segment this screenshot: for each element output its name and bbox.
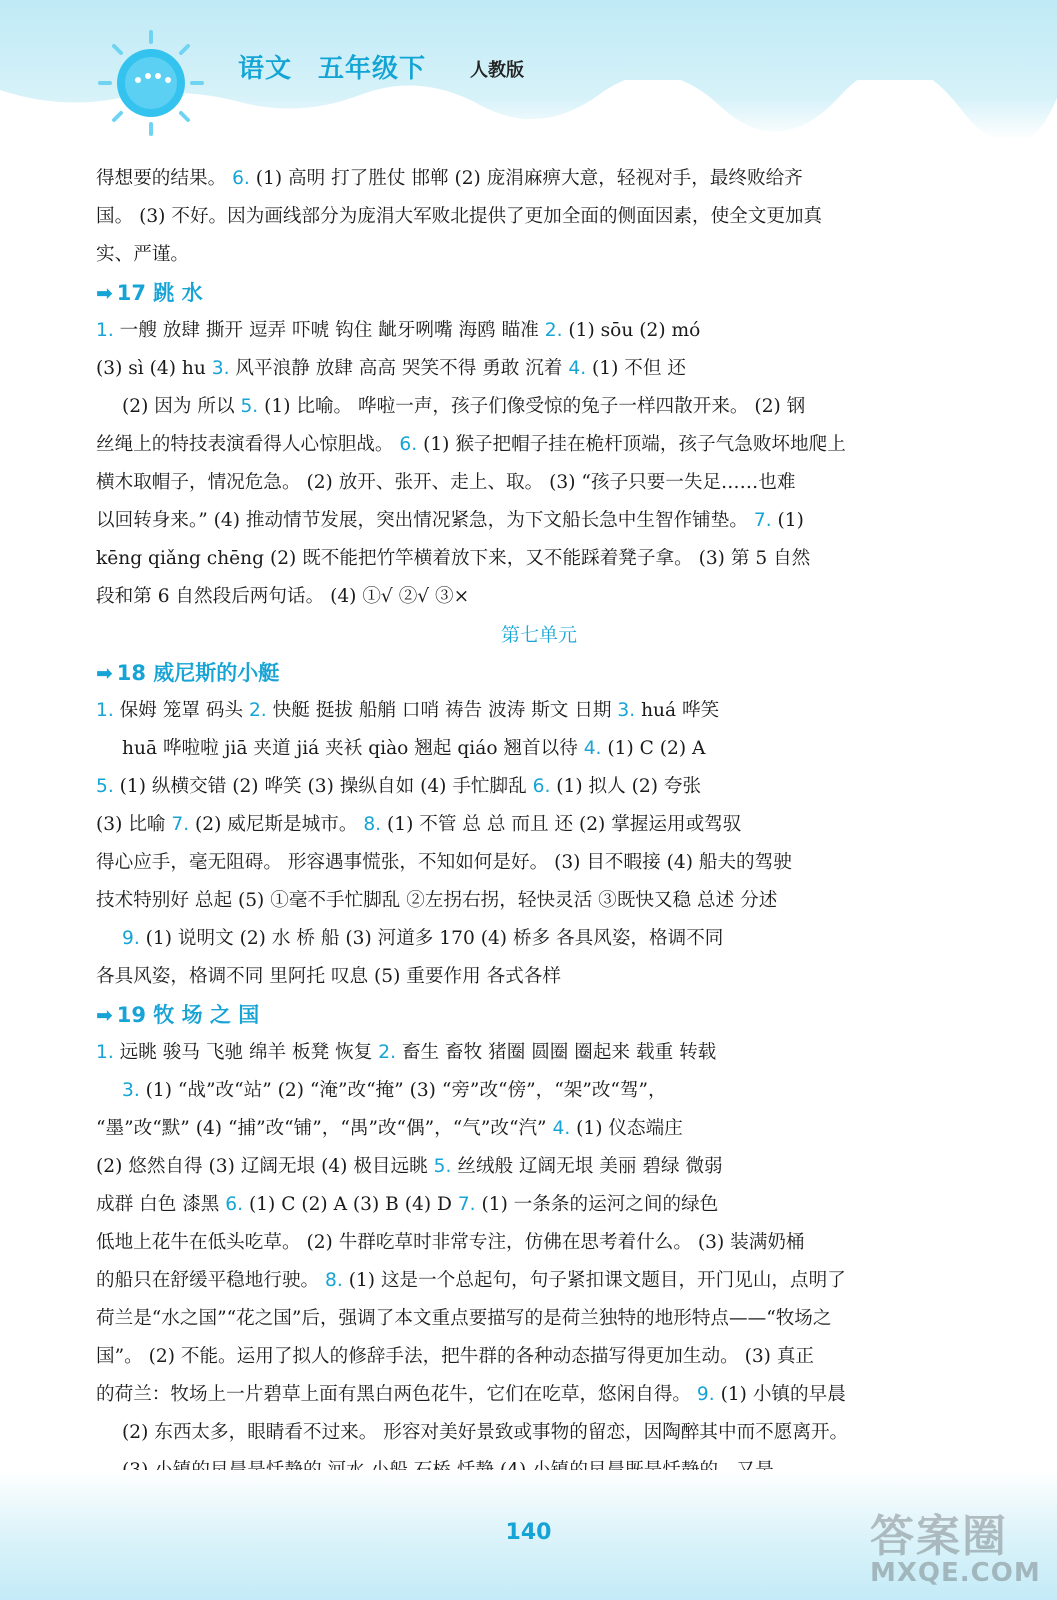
- answer-line: [96, 920, 982, 958]
- answer-text: 各具风姿，格调不同 里阿托 叹息 (5) 重要作用 各式各样: [96, 966, 561, 987]
- question-number: 7.: [457, 1194, 476, 1215]
- answer-text: (1) 小镇的早晨: [714, 1384, 846, 1405]
- question-number: 6.: [225, 1194, 244, 1215]
- answer-text: (1) 说明文 (2) 水 桥 船 (3) 河道多 170 (4) 桥多 各具风姿，格调不同: [139, 928, 724, 949]
- answer-text: 段和第 6 自然段后两句话。 (4) ①√ ②√ ③×: [96, 586, 470, 607]
- question-number: 4.: [568, 358, 587, 379]
- answer-text: 的荷兰：牧场上一片碧草上面有黑白两色花牛，它们在吃草，悠闲自得。: [96, 1384, 697, 1405]
- lesson-title: 19 牧 场 之 国: [116, 1003, 260, 1027]
- question-number: 8.: [325, 1270, 343, 1291]
- question-number: 7.: [171, 814, 190, 835]
- answer-text: (1) 不但 还: [586, 358, 686, 379]
- answer-line: [96, 578, 982, 616]
- lesson-title: 17 跳 水: [116, 281, 203, 305]
- question-number: 3.: [211, 358, 230, 379]
- answer-line: [96, 806, 982, 844]
- answer-line: [96, 160, 982, 198]
- answer-line: [96, 692, 982, 730]
- answer-line: [96, 502, 982, 540]
- answer-line: [96, 958, 982, 996]
- question-number: 1.: [96, 700, 114, 721]
- page-number: 140: [505, 1520, 552, 1545]
- answer-text: (3) sì (4) hu: [96, 358, 212, 379]
- answer-text: 国。 (3) 不好。因为画线部分为庞涓大军败北提供了更加全面的侧面因素，使全文更加真: [96, 206, 823, 227]
- answer-line: [96, 1148, 982, 1186]
- answer-text: (1) C (2) A (3) B (4) D: [243, 1194, 458, 1215]
- answer-line: [96, 1338, 982, 1376]
- answer-text: 以回转身来。” (4) 推动情节发展，突出情况紧急，为下文船长急中生智作铺垫。: [96, 510, 754, 531]
- answer-text: (1) 纵横交错 (2) 哗笑 (3) 操纵自如 (4) 手忙脚乱: [113, 776, 533, 797]
- answer-line: [96, 540, 982, 578]
- answer-text: 成群 白色 漆黑: [96, 1194, 226, 1215]
- answer-text: (2) 因为 所以: [122, 396, 241, 417]
- answer-line: [96, 844, 982, 882]
- answer-line: [96, 882, 982, 920]
- answer-text: 丝绳上的特技表演看得人心惊胆战。: [96, 434, 400, 455]
- watermark-site: MXQE.COM: [870, 1558, 1041, 1588]
- question-number: 7.: [753, 510, 772, 531]
- answer-line: [96, 768, 982, 806]
- answer-text: 风平浪静 放肆 高高 哭笑不得 勇敢 沉着: [229, 358, 569, 379]
- answer-line: [96, 426, 982, 464]
- lesson-heading: [96, 274, 982, 312]
- answer-content: [96, 160, 982, 1490]
- question-number: 2.: [378, 1042, 396, 1063]
- question-number: 2.: [248, 700, 267, 721]
- answer-text: (1) sōu (2) mó: [562, 320, 701, 341]
- lesson-heading: [96, 654, 982, 692]
- answer-line: [96, 388, 982, 426]
- arrow-icon: ➡: [96, 661, 113, 685]
- answer-text: 快艇 挺拔 船艄 口哨 祷告 波涛 斯文 日期: [266, 700, 618, 721]
- answer-text: (1) 高明 打了胜仗 邯郸 (2) 庞涓麻痹大意，轻视对手，最终败给齐: [249, 168, 803, 189]
- question-number: 6.: [232, 168, 250, 189]
- answer-line: [96, 1110, 982, 1148]
- arrow-icon: ➡: [96, 1003, 113, 1027]
- question-number: 6.: [532, 776, 551, 797]
- answer-line: [96, 198, 982, 236]
- question-number: 1.: [96, 320, 114, 341]
- question-number: 5.: [433, 1156, 452, 1177]
- answer-text: 得想要的结果。: [96, 168, 233, 189]
- answer-line: [96, 1262, 982, 1300]
- answer-text: 远眺 骏马 飞驰 绵羊 板凳 恢复: [113, 1042, 379, 1063]
- answer-text: (2) 东西太多，眼睛看不过来。 形容对美好景致或事物的留恋，因陶醉其中而不愿离开。: [122, 1422, 849, 1443]
- answer-text: (1) 一条条的运河之间的绿色: [475, 1194, 719, 1215]
- answer-text: 低地上花牛在低头吃草。 (2) 牛群吃草时非常专注，仿佛在思考着什么。 (3) 装满奶桶: [96, 1232, 805, 1253]
- subject-label: 语文: [238, 54, 293, 84]
- lesson-title: 18 威尼斯的小艇: [116, 661, 280, 685]
- answer-text: 丝绒般 辽阔无垠 美丽 碧绿 微弱: [451, 1156, 723, 1177]
- answer-text: 得心应手，毫无阻碍。 形容遇事慌张，不知如何是好。 (3) 目不暇接 (4) 船夫的驾驶: [96, 852, 792, 873]
- answer-line: [96, 730, 982, 768]
- question-number: 6.: [399, 434, 418, 455]
- answer-line: [96, 312, 982, 350]
- answer-text: 荷兰是“水之国”“花之国”后，强调了本文重点要描写的是荷兰独特的地形特点——“牧场之: [96, 1308, 832, 1329]
- answer-text: “墨”改“默” (4) “捕”改“铺”，“禺”改“偶”，“气”改“汽”: [96, 1118, 553, 1139]
- answer-line: [96, 236, 982, 274]
- grade-label: 五年级下: [318, 54, 427, 84]
- header-title: [238, 48, 452, 85]
- watermark: [870, 1500, 1041, 1588]
- answer-text: (1) 不管 总 总 而且 还 (2) 掌握运用或驾驭: [381, 814, 742, 835]
- question-number: 1.: [96, 1042, 114, 1063]
- question-number: 3.: [617, 700, 636, 721]
- page-header: [0, 0, 1057, 140]
- answer-text: huā 哗啦啦 jiā 夹道 jiá 夹袄 qiào 翘起 qiáo 翘首以待: [122, 738, 584, 759]
- answer-line: [96, 464, 982, 502]
- question-number: 5.: [96, 776, 114, 797]
- answer-text: 一艘 放肆 撕开 逗弄 吓唬 钩住 龇牙咧嘴 海鸥 瞄准: [113, 320, 545, 341]
- question-number: 4.: [552, 1118, 571, 1139]
- answer-line: [96, 1376, 982, 1414]
- question-number: 2.: [544, 320, 563, 341]
- unit-title: 第七单元: [500, 624, 577, 646]
- answer-line: [96, 1034, 982, 1072]
- answer-line: [96, 1186, 982, 1224]
- answer-line: [96, 1072, 982, 1110]
- edition-label: 人教版: [470, 60, 524, 81]
- answer-text: 国”。 (2) 不能。运用了拟人的修辞手法，把牛群的各种动态描写得更加生动。 (3) 真正: [96, 1346, 815, 1367]
- answer-text: 实、严谨。: [96, 244, 189, 265]
- answer-text: (1) 比喻。 哗啦一声，孩子们像受惊的兔子一样四散开来。 (2) 钢: [258, 396, 806, 417]
- answer-line: [96, 1300, 982, 1338]
- answer-text: (1) 这是一个总起句，句子紧扣课文题目，开门见山，点明了: [342, 1270, 846, 1291]
- answer-text: (1) 猴子把帽子挂在桅杆顶端，孩子气急败坏地爬上: [417, 434, 846, 455]
- question-number: 9.: [696, 1384, 715, 1405]
- answer-text: 畜生 畜牧 猪圈 圆圈 圈起来 载重 转载: [396, 1042, 717, 1063]
- answer-text: 的船只在舒缓平稳地行驶。: [96, 1270, 326, 1291]
- answer-text: 保姆 笼罩 码头: [113, 700, 249, 721]
- question-number: 4.: [583, 738, 602, 759]
- answer-text: (1) C (2) A: [601, 738, 706, 759]
- answer-text: (2) 悠然自得 (3) 辽阔无垠 (4) 极目远眺: [96, 1156, 434, 1177]
- answer-text: kēng qiǎng chēng (2) 既不能把竹竿横着放下来，又不能踩着凳子拿。 (3) 第 5 自然: [96, 548, 811, 569]
- question-number: 5.: [240, 396, 259, 417]
- answer-text: 横木取帽子，情况危急。 (2) 放开、张开、走上、取。 (3) “孩子只要一失足……也难: [96, 472, 796, 493]
- answer-line: [96, 1224, 982, 1262]
- lesson-heading: [96, 996, 982, 1034]
- answer-text: (1): [771, 510, 804, 531]
- answer-text: (1) “战”改“站” (2) “淹”改“掩” (3) “旁”改“傍”，“架”改“驾”，: [139, 1080, 667, 1101]
- answer-line: [96, 1414, 982, 1452]
- answer-line: [96, 350, 982, 388]
- arrow-icon: ➡: [96, 281, 113, 305]
- question-number: 3.: [122, 1080, 140, 1101]
- answer-text: huá 哗笑: [635, 700, 720, 721]
- answer-text: (1) 拟人 (2) 夸张: [550, 776, 702, 797]
- watermark-logo-text: 答案圈: [870, 1511, 1008, 1562]
- answer-text: (3) 比喻: [96, 814, 172, 835]
- answer-text: (2) 威尼斯是城市。: [189, 814, 364, 835]
- answer-text: (1) 仪态端庄: [570, 1118, 683, 1139]
- question-number: 9.: [122, 928, 140, 949]
- question-number: 8.: [363, 814, 382, 835]
- sun-icon: [96, 28, 206, 138]
- answer-text: 技术特别好 总起 (5) ①毫不手忙脚乱 ②左拐右拐，轻快灵活 ③既快又稳 总述 分述: [96, 890, 778, 911]
